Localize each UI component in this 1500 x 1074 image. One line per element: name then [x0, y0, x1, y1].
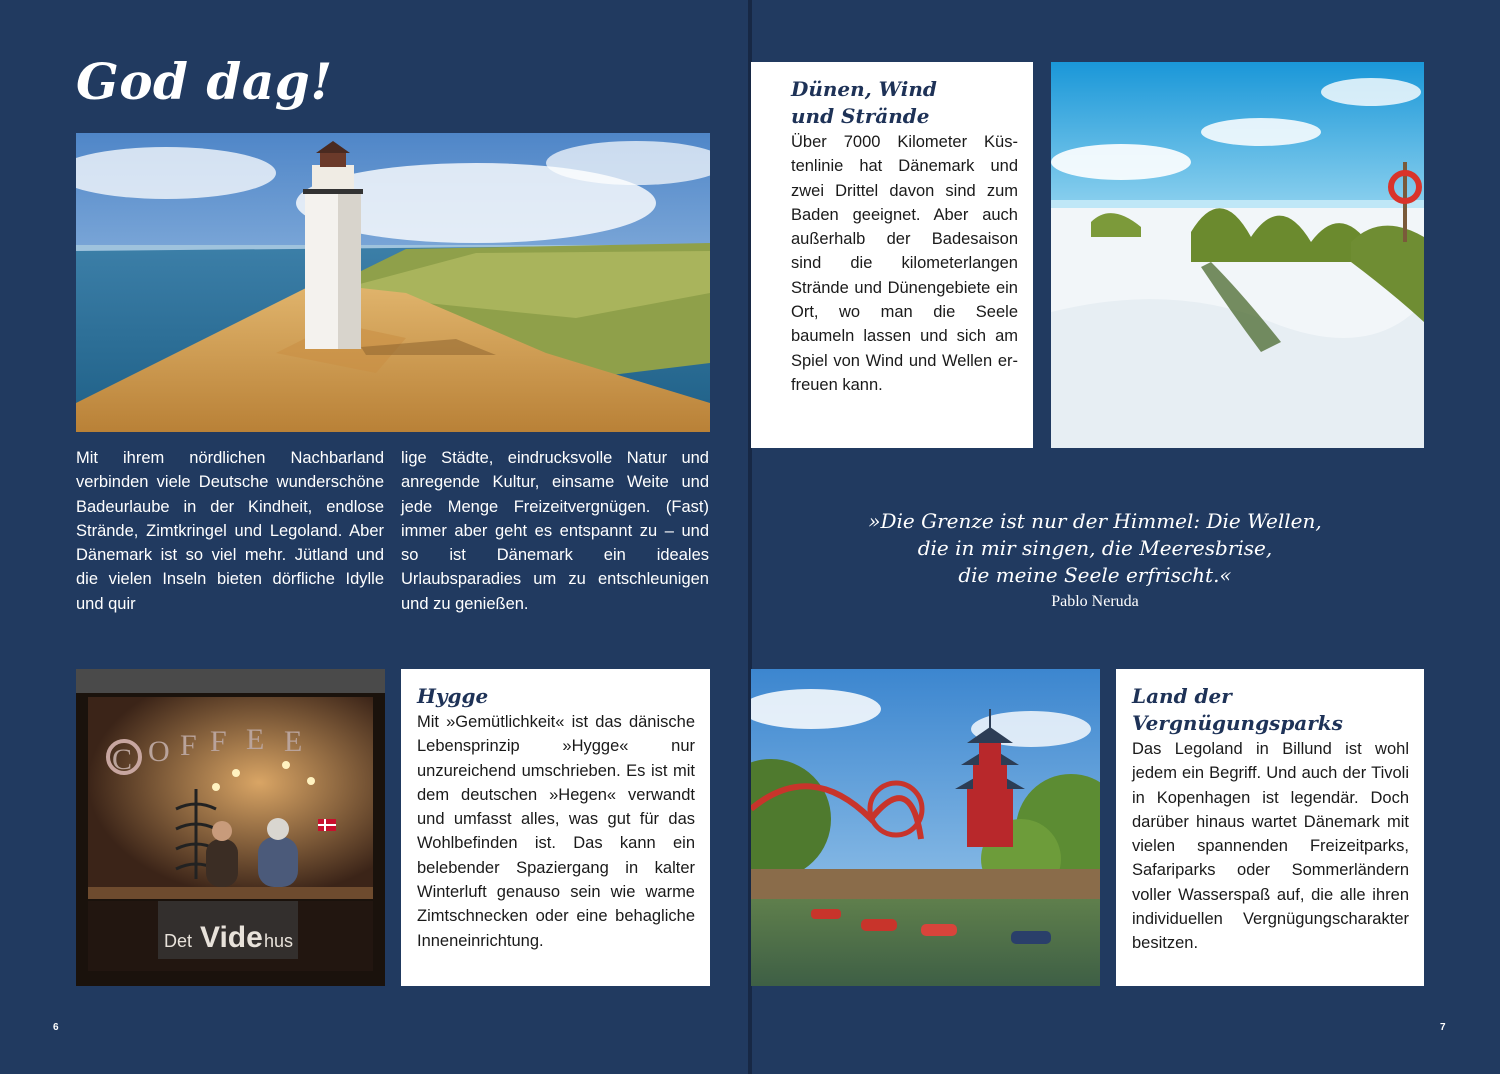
hygge-body: Mit »Gemütlichkeit« ist das dänische Lebensprinzip »Hygge« nur unzureichend umschrieben. Es ist mit dem deutschen »Hegen« verwandt und umfasst alles, was gut für das Wohlbefinden ist. Das kann ein belebender Spaziergang in kalter Winterluft genauso sein wie warme Zimtschnecken oder eine behagliche Inneneinrichtung.: [417, 713, 695, 950]
coffee-letter: F: [210, 725, 227, 758]
quote-text: »Die Grenze ist nur der Himmel: Die Wellen, die in mir singen, die Meeresbrise, die meine Seele erfrischt.«: [868, 509, 1322, 587]
coffee-letter: E: [284, 725, 303, 758]
coffee-letter: E: [246, 723, 265, 756]
intro-text-column-2: lige Städte, eindrucksvolle Natur und anregende Kultur, einsame Weite und jede Menge Freizeitvergnügen. (Fast) immer aber geht es entspannt zu – und so ist Dänemark ein ideales Urlaubsparadies um zu entschleunigen und zu genießen.: [401, 449, 709, 613]
amusement-park-photo: [751, 669, 1100, 986]
cafe-sign-word: Det: [164, 931, 193, 951]
coffee-letter: C: [112, 743, 133, 776]
cafe-photo: [76, 669, 385, 986]
beach-dunes-photo: [1051, 62, 1424, 448]
page-number-right: 7: [1440, 1022, 1446, 1033]
hygge-box: [401, 669, 710, 986]
parks-title: Land der Vergnügungsparks: [1132, 684, 1343, 735]
dunes-body: Über 7000 Kilometer Küstenlinie hat Dänemark und zwei Drittel davon sind zum Baden geeignet. Aber auch außerhalb der Badesaison sind die kilometerlangen Strände und Dünengebiete ein Ort, wo man die Seele baumeln lassen und sich am Spiel von Wind und Wellen erfreuen kann.: [791, 133, 1018, 394]
left-page: [0, 0, 748, 1074]
page-number-left: 6: [53, 1022, 59, 1033]
page-headline: God dag!: [76, 52, 333, 111]
cafe-sign-word: hus: [264, 931, 294, 951]
amusement-parks-box: [1116, 669, 1424, 986]
quote-author: Pablo Neruda: [1051, 593, 1139, 610]
intro-text-column-1: Mit ihrem nördlichen Nachbarland verbinden viele Deutsche wunderschöne Badeurlaube in der Kindheit, endlose Strände, Zimtkringel und Legoland. Aber Dänemark ist so viel mehr. Jütland und die vielen Inseln bieten dörfliche Idylle und quir: [76, 449, 384, 613]
cafe-sign-word: Vide: [200, 921, 263, 954]
dunes-title: Dünen, Wind und Strände: [791, 77, 937, 128]
pull-quote: [815, 508, 1375, 611]
hygge-title: Hygge: [417, 684, 489, 708]
coffee-letter: O: [148, 735, 170, 768]
lighthouse-photo: [76, 133, 710, 432]
parks-body: Das Legoland in Billund ist wohl jedem ein Begriff. Und auch der Tivoli in Kopenhagen ist legendär. Doch darüber hinaus wartet Dänemark mit vielen spannenden Freizeitparks, Safariparks oder Sommerländern voller Wasserspaß auf, die alle ihren individuellen Vergnügungscharakter besitzen.: [1132, 740, 1409, 953]
coffee-letter: F: [180, 729, 197, 762]
dunes-box: [751, 62, 1033, 448]
